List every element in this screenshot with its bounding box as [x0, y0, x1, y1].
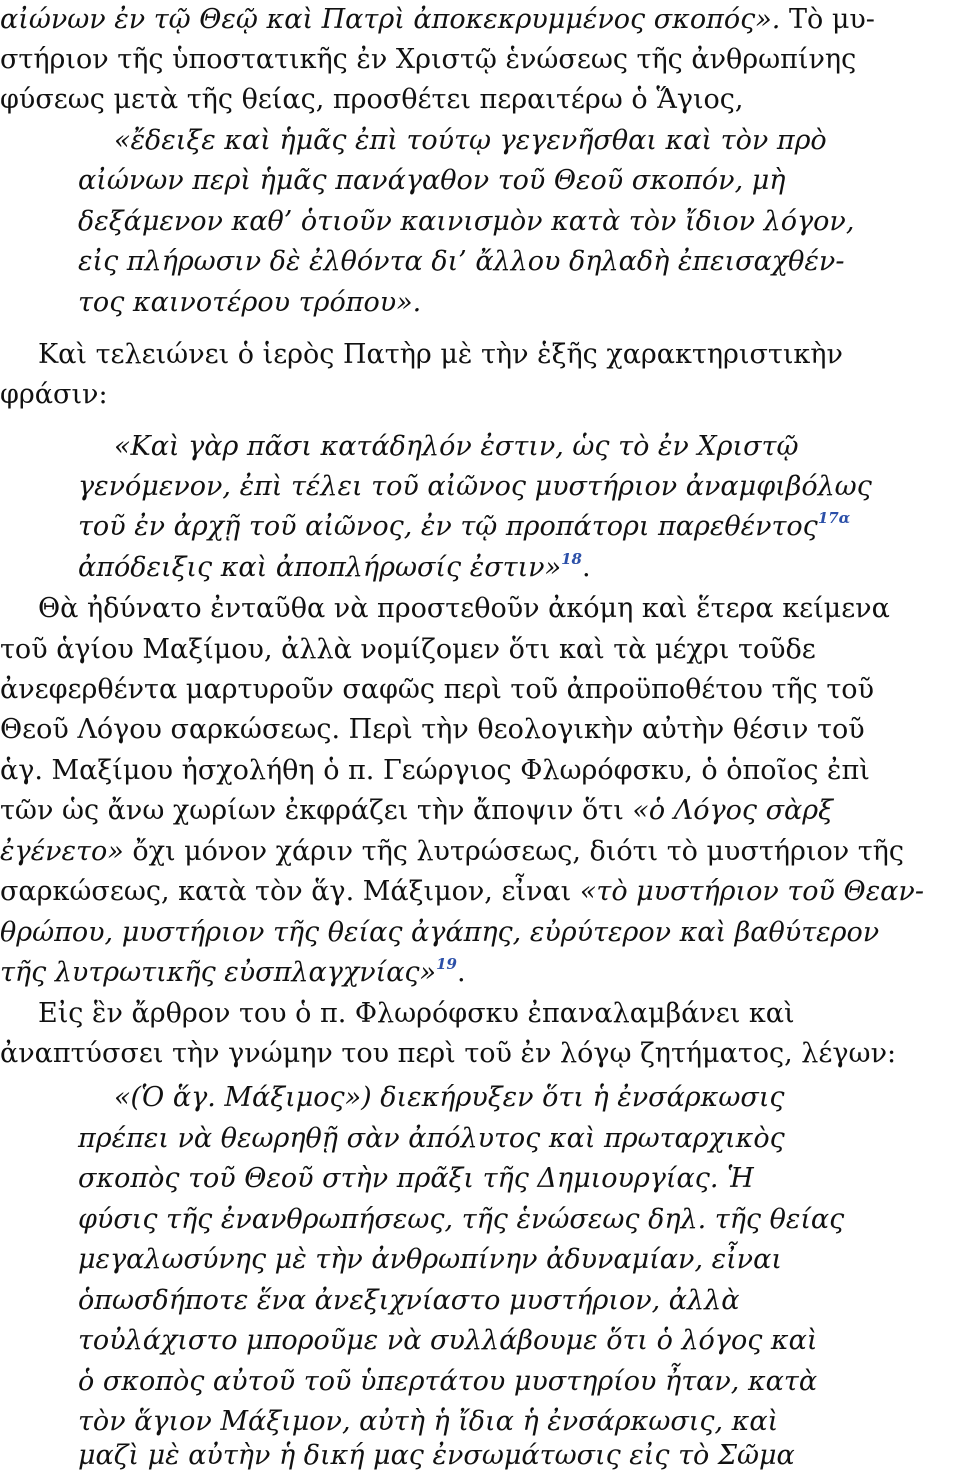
quote-line: γενόμενον, ἐπὶ τέλει τοῦ αἰῶνος μυστήριον ἀναμφιβόλως [78, 471, 872, 502]
footnote-ref[interactable]: 18 [561, 550, 582, 568]
quote-line: ὁ σκοπὸς αὐτοῦ τοῦ ὑπερτάτου μυστηρίου ἦταν, κατὰ [78, 1366, 818, 1397]
text-line: ἐγένετο» ὄχι μόνον χάριν τῆς λυτρώσεως, διότι τὸ μυστήριον τῆς [0, 836, 904, 867]
quote-line: «Καὶ γὰρ πᾶσι κατάδηλόν ἐστιν, ὡς τὸ ἐν Χριστῷ [114, 431, 799, 462]
text-line: ἁγ. Μαξίμου ἠσχολήθη ὁ π. Γεώργιος Φλωρόφσκυ, ὁ ὁποῖος ἐπὶ [0, 755, 870, 786]
text-line: αἰώνων ἐν τῷ Θεῷ καὶ Πατρὶ ἀποκεκρυμμένος σκοπός». Τὸ μυ- [0, 4, 875, 35]
quote-line: μεγαλωσύνης μὲ τὴν ἀνθρωπίνην ἀδυναμίαν, εἶναι [78, 1244, 782, 1275]
quote-line: εἰς πλήρωσιν δὲ ἐλθόντα δι’ ἄλλου δηλαδὴ ἐπεισαχθέν- [78, 246, 845, 277]
text-line: Καὶ τελειώνει ὁ ἱερὸς Πατὴρ μὲ τὴν ἑξῆς χαρακτηριστικὴν [38, 339, 843, 370]
text-line: τοῦ ἁγίου Μαξίμου, ἀλλὰ νομίζομεν ὅτι καὶ τὰ μέχρι τοῦδε [0, 634, 816, 665]
quote-line: φύσις τῆς ἐνανθρωπήσεως, τῆς ἑνώσεως δηλ. τῆς θείας [78, 1204, 845, 1235]
text-line: τῶν ὡς ἄνω χωρίων ἐκφράζει τὴν ἄποψιν ὅτι «ὁ Λόγος σὰρξ [0, 795, 834, 826]
quote-line: σκοπὸς τοῦ Θεοῦ στὴν πρᾶξι τῆς Δημιουργίας. Ἡ [78, 1163, 754, 1194]
quote-line: «(Ὁ ἅγ. Μάξιμος») διεκήρυξεν ὅτι ἡ ἐνσάρκωσις [114, 1082, 785, 1113]
footnote-ref[interactable]: 19 [436, 955, 457, 973]
text-line: φύσεως μετὰ τῆς θείας, προσθέτει περαιτέρω ὁ Ἅγιος, [0, 84, 744, 115]
text-line: Θὰ ἠδύνατο ἐνταῦθα νὰ προστεθοῦν ἀκόμη καὶ ἕτερα κείμενα [38, 593, 890, 624]
text-line: ἀνεφερθέντα μαρτυροῦν σαφῶς περὶ τοῦ ἀπροϋποθέτου τῆς τοῦ [0, 674, 874, 705]
quote-line: «ἔδειξε καὶ ἡμᾶς ἐπὶ τούτῳ γεγενῆσθαι καὶ τὸν πρὸ [114, 125, 827, 156]
text-line: σαρκώσεως, κατὰ τὸν ἅγ. Μάξιμον, εἶναι «τὸ μυστήριον τοῦ Θεαν- [0, 876, 924, 907]
text-line: Θεοῦ Λόγου σαρκώσεως. Περὶ τὴν θεολογικὴν αὐτὴν θέσιν τοῦ [0, 714, 865, 745]
quote-line: τοῦ ἐν ἀρχῇ τοῦ αἰῶνος, ἐν τῷ προπάτορι παρεθέντος$^{17\alpha}$ [78, 509, 851, 542]
quote-line: ὁπωσδήποτε ἕνα ἀνεξιχνίαστο μυστήριον, ἀλλὰ [78, 1285, 740, 1316]
text-line: θρώπου, μυστήριον τῆς θείας ἀγάπης, εὐρύτερον καὶ βαθύτερον [0, 917, 880, 948]
quote-line: μαζὶ μὲ αὐτὴν ἡ δική μας ἐνσωμάτωσις εἰς τὸ Σῶμα [78, 1440, 795, 1471]
text-line: φράσιν: [0, 379, 108, 410]
quote-line: πρέπει νὰ θεωρηθῇ σὰν ἀπόλυτος καὶ πρωταρχικὸς [78, 1123, 785, 1154]
quote-line: τὸν ἅγιον Μάξιμον, αὐτὴ ἡ ἴδια ἡ ἐνσάρκωσις, καὶ [78, 1406, 779, 1437]
quote-line: τοὐλάχιστο μποροῦμε νὰ συλλάβουμε ὅτι ὁ λόγος καὶ [78, 1325, 818, 1356]
footnote-ref[interactable]: 17α [817, 509, 851, 527]
quote-line: τος καινοτέρου τρόπου». [78, 287, 422, 318]
quote-line: δεξάμενον καθ’ ὁτιοῦν καινισμὸν κατὰ τὸν ἴδιον λόγον, [78, 206, 855, 237]
text-line: Εἰς ἓν ἄρθρον του ὁ π. Φλωρόφσκυ ἐπαναλαμβάνει καὶ [38, 998, 795, 1029]
text-line: τῆς λυτρωτικῆς εὐσπλαγχνίας»$^{19}$. [0, 955, 466, 988]
quote-line: ἀπόδειξις καὶ ἀποπλήρωσίς ἐστιν»$^{18}$. [78, 550, 591, 583]
text-line: ἀναπτύσσει τὴν γνώμην του περὶ τοῦ ἐν λόγῳ ζητήματος, λέγων: [0, 1038, 897, 1069]
quote-line: αἰώνων περὶ ἡμᾶς πανάγαθον τοῦ Θεοῦ σκοπόν, μὴ [78, 165, 786, 196]
text-line: στήριον τῆς ὑποστατικῆς ἐν Χριστῷ ἑνώσεως τῆς ἀνθρωπίνης [0, 44, 857, 75]
